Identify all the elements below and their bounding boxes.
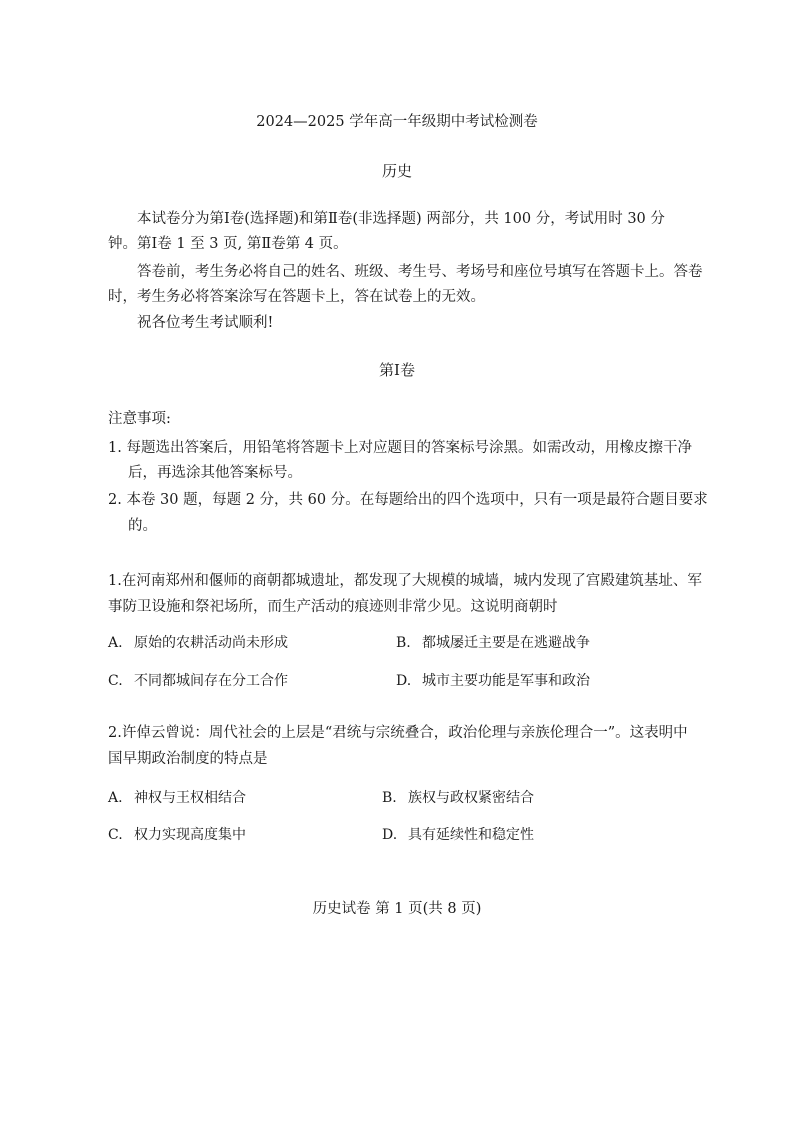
option-a[interactable] (108, 788, 246, 808)
option-text: 不同都城间存在分工合作 (134, 673, 288, 689)
option-letter: C. (108, 827, 123, 843)
notice-item: 2. 本卷 30 题，每题 2 分，共 60 分。在每题给出的四个选项中，只有一项是最符合题目要求 (108, 492, 708, 508)
option-letter: A. (108, 635, 123, 651)
option-letter: A. (108, 790, 123, 806)
intro-line: 祝各位考生考试顺利! (137, 315, 274, 331)
option-text: 都城屡迁主要是在逃避战争 (422, 635, 590, 651)
page-footer: 历史试卷 第 1 页(共 8 页) (312, 901, 482, 917)
option-c[interactable] (108, 825, 246, 845)
intro-line: 时，考生务必将答案涂写在答题卡上，答在试卷上的无效。 (108, 289, 485, 305)
option-letter: B. (396, 635, 411, 651)
volume-title: 第Ⅰ卷 (379, 361, 415, 379)
option-b[interactable] (382, 788, 534, 808)
option-text: 族权与政权紧密结合 (408, 790, 534, 806)
option-letter: C. (108, 673, 123, 689)
option-text: 原始的农耕活动尚未形成 (134, 635, 288, 651)
option-d[interactable] (396, 671, 590, 691)
question-stem: 1.在河南郑州和偃师的商朝都城遗址，都发现了大规模的城墙，城内发现了宫殿建筑基址、军 (108, 573, 702, 589)
option-text: 具有延续性和稳定性 (408, 827, 534, 843)
option-letter: D. (382, 827, 398, 843)
question-stem: 事防卫设施和祭祀场所，而生产活动的痕迹则非常少见。这说明商朝时 (108, 599, 558, 615)
option-letter: B. (382, 790, 397, 806)
notice-item: 1. 每题选出答案后，用铅笔将答题卡上对应题目的答案标号涂黑。如需改动，用橡皮擦干净 (108, 440, 692, 456)
question-stem: 2.许倬云曾说：周代社会的上层是“君统与宗统叠合，政治伦理与亲族伦理合一”。这表明中 (108, 725, 688, 741)
option-a[interactable] (108, 633, 288, 653)
option-c[interactable] (108, 671, 288, 691)
option-text: 城市主要功能是军事和政治 (422, 673, 590, 689)
notice-item: 的。 (128, 518, 157, 534)
intro-line: 答卷前，考生务必将自己的姓名、班级、考生号、考场号和座位号填写在答题卡上。答卷 (137, 264, 703, 280)
option-d[interactable] (382, 825, 534, 845)
option-letter: D. (396, 673, 412, 689)
notice-item: 后，再选涂其他答案标号。 (128, 465, 302, 481)
question-stem: 国早期政治制度的特点是 (108, 751, 268, 767)
option-b[interactable] (396, 633, 590, 653)
option-text: 神权与王权相结合 (134, 790, 246, 806)
intro-line: 本试卷分为第Ⅰ卷(选择题)和第Ⅱ卷(非选择题) 两部分，共 100 分，考试用时 30 分 (137, 211, 665, 227)
exam-title: 2024—2025 学年高一年级期中考试检测卷 (256, 114, 538, 130)
notice-heading: 注意事项: (108, 411, 171, 427)
subject-title: 历史 (381, 162, 412, 180)
option-text: 权力实现高度集中 (134, 827, 246, 843)
intro-line: 钟。第Ⅰ卷 1 至 3 页, 第Ⅱ卷第 4 页。 (108, 236, 348, 252)
